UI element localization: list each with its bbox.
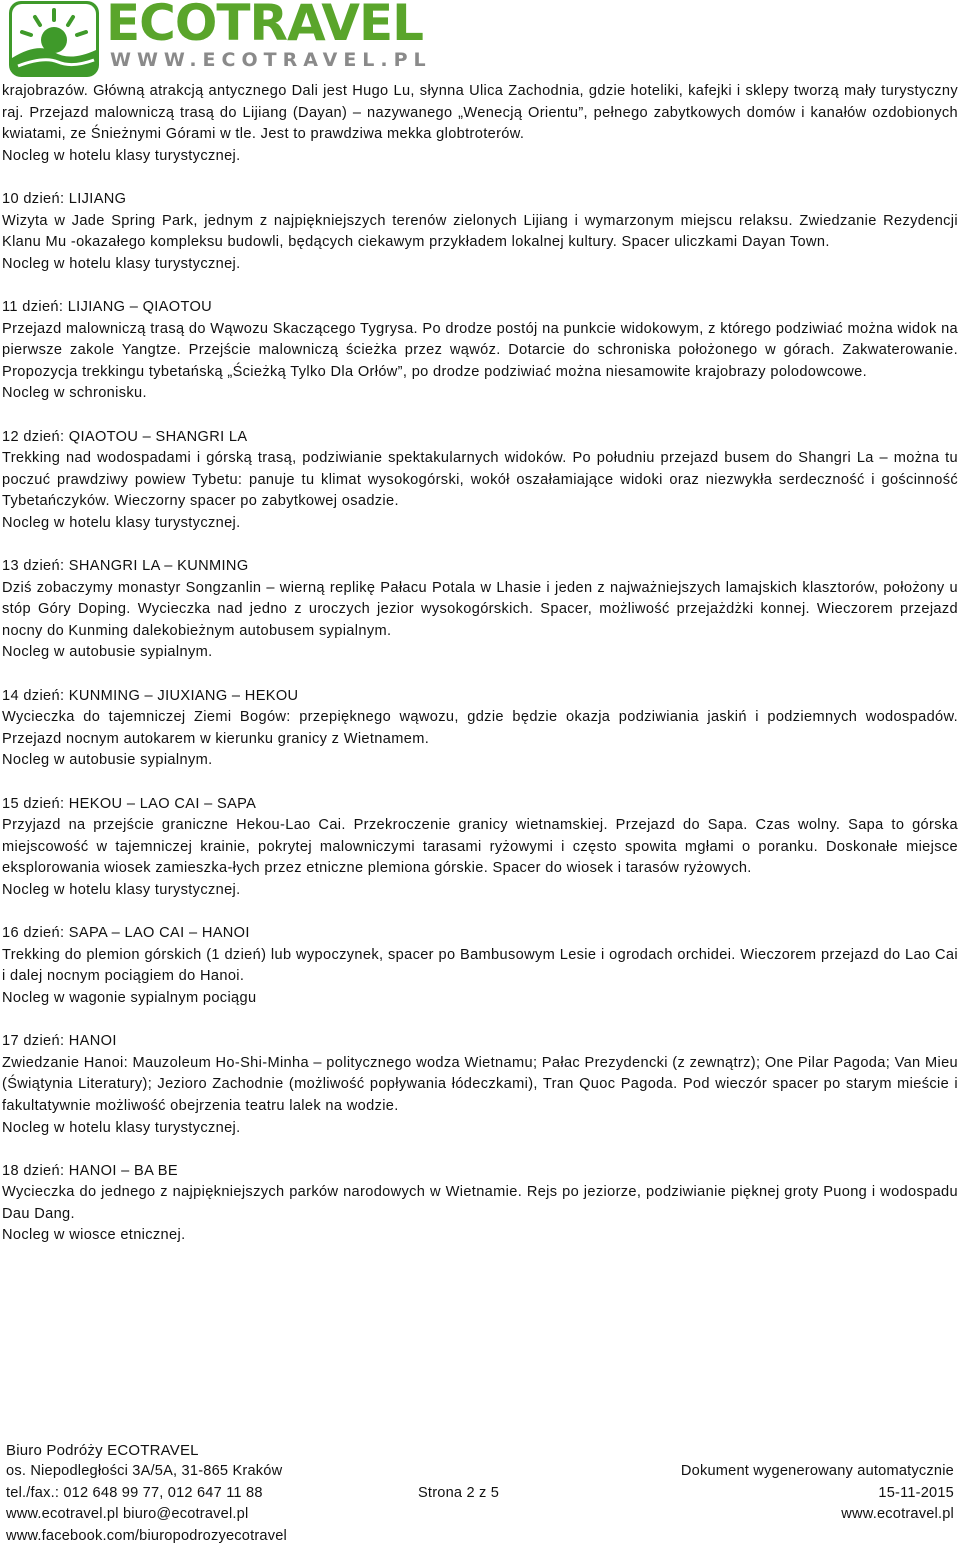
day-stay: Nocleg w hotelu klasy turystycznej. <box>2 1119 241 1136</box>
day-stay: Nocleg w hotelu klasy turystycznej. <box>2 255 241 272</box>
itinerary-content <box>2 81 958 1247</box>
day-description: Przejazd malowniczą trasą do Wąwozu Skaczącego Tygrysa. Po drodze postój na punkcie widokowym, z którego podziwiać można widok na pierwsze zakole Yangtze. Przejście malowniczą ścieżka przez wąwóz. Dotarcie do schroniska położonego w górach. Zakwaterowanie. Propozycja trekkingu tybetańską „Ścieżką Tylko Dla Orłów”, po drodze podziwiać można niesamowite krajobrazy polodowcowe. <box>2 320 958 380</box>
day-title: 14 dzień: KUNMING – JIUXIANG – HEKOU <box>2 687 299 704</box>
day-title: 11 dzień: LIJIANG – QIAOTOU <box>2 298 213 315</box>
footer-address: os. Niepodległości 3A/5A, 31-865 Kraków <box>6 1463 283 1480</box>
day-description: Przyjazd na przejście graniczne Hekou-Lao Cai. Przekroczenie granicy wietnamskiej. Przejazd do Sapa. Czas wolny. Sapa to górska miejscowość w tajemniczej krainie, pokrytej malowniczymi tarasami ryżowymi i często spowita mgłami o poranku. Doskonałe miejsce eksplorowania wiosek zamieszka-łych przez etniczne plemiona górskie. Spacer do wiosek i tarasów ryżowych. <box>2 817 958 877</box>
day-description: Wizyta w Jade Spring Park, jednym z najpiękniejszych terenów zielonych Lijiang i wymarzonym miejscu relaksu. Zwiedzanie Rezydencji Klanu Mu -okazałego kompleksu budowli, będących ciekawym przykładem lokalnej kultury. Spacer uliczkami Dayan Town. <box>2 212 958 251</box>
intro-paragraph: krajobrazów. Główną atrakcją antycznego Dali jest Hugo Lu, słynna Ulica Zachodnia, gdzie hoteliki, kafejki i sklepy tworzą mały turystyczny raj. Przejazd malowniczą trasą do Lijiang (Dayan) – nazywanego „Wenecją Orientu”, pełnego zabytkowych domów i kanałów ozdobionych kwiatami, ze Śnieżnymi Górami w tle. Jest to prawdziwa mekka globtroterów. <box>2 83 958 143</box>
day-title: 13 dzień: SHANGRI LA – KUNMING <box>2 558 249 575</box>
footer-website: www.ecotravel.pl <box>841 1506 954 1523</box>
footer-meta <box>681 1461 954 1525</box>
day-description: Zwiedzanie Hanoi: Mauzoleum Ho-Shi-Minha – politycznego wodza Wietnamu; Pałac Prezydencki (z zewnątrz); One Pilar Pagoda; Van Mieu (Świątynia Literatury); Jezioro Zachodnie (możliwość popływania łódeczkami), Tran Quoc Pagoda. Pod wieczór spacer po starym mieście i fakultatywnie możliwość obejrzenia teatru lalek na wodzie. <box>2 1054 958 1114</box>
day-title: 17 dzień: HANOI <box>2 1033 117 1050</box>
day-description: Wycieczka do jednego z najpiękniejszych parków narodowych w Wietnamie. Rejs po jeziorze, podziwianie pięknej groty Puong i wodospadu Dau Dang. <box>2 1184 958 1222</box>
logo-brand-name: ECOTRAVEL <box>106 0 423 52</box>
intro-stay: Nocleg w hotelu klasy turystycznej. <box>2 147 241 164</box>
day-stay: Nocleg w wagonie sypialnym pociągu <box>2 989 257 1006</box>
day-stay: Nocleg w hotelu klasy turystycznej. <box>2 514 241 531</box>
day-13-section <box>2 556 958 664</box>
day-title: 10 dzień: LIJIANG <box>2 190 127 207</box>
day-stay: Nocleg w schronisku. <box>2 385 147 402</box>
day-title: 12 dzień: QIAOTOU – SHANGRI LA <box>2 428 248 445</box>
footer-date: 15-11-2015 <box>878 1484 954 1501</box>
footer-company-name: Biuro Podróży ECOTRAVEL <box>6 1442 199 1459</box>
day-stay: Nocleg w autobusie sypialnym. <box>2 752 213 769</box>
footer-generated-note: Dokument wygenerowany automatycznie <box>680 1463 954 1480</box>
day-title: 16 dzień: SAPA – LAO CAI – HANOI <box>2 925 250 942</box>
ecotravel-logo <box>8 0 468 80</box>
day-stay: Nocleg w wiosce etnicznej. <box>2 1227 186 1244</box>
day-description: Trekking do plemion górskich (1 dzień) lub wypoczynek, spacer po Bambusowym Lesie i ogrodach orchidei. Wieczorem przejazd do Lao Cai i dalej nocnym pociągiem do Hanoi. <box>2 946 958 985</box>
day-description: Dziś zobaczymy monastyr Songzanlin – wierną replikę Pałacu Potala w Lhasie i jeden z najważniejszych lamajskich klasztorów, położony u stóp Góry Doping. Wycieczka nad jedno z uroczych jezior wysokogórskich. Spacer, możliwość przejażdżki konnej. Wieczorem przejazd nocny do Kunming dalekobieżnym autobusem sypialnym. <box>2 579 958 639</box>
footer-web-email: www.ecotravel.pl biuro@ecotravel.pl <box>6 1506 249 1523</box>
logo-url: WWW.ECOTRAVEL.PL <box>110 49 432 71</box>
day-14-section <box>2 686 958 772</box>
day-description: Trekking nad wodospadami i górską trasą, podziwianie spektakularnych widoków. Po południu przejazd busem do Shangri La – można tu poczuć prawdziwy powiew Tybetu: panuje tu klimat wysokogórski, wokół oszałamiające widoki oraz niezwykła serdeczność i gościnność Tybetańczyków. Wieczorny spacer po zabytkowej osadzie. <box>2 450 958 510</box>
day-10-section <box>2 189 958 275</box>
day-16-section <box>2 923 958 1009</box>
day-18-section <box>2 1161 958 1247</box>
day-11-section <box>2 297 958 405</box>
footer-page-number: Strona 2 z 5 <box>418 1484 500 1501</box>
footer-phone: tel./fax.: 012 648 99 77, 012 647 11 88 <box>6 1484 263 1501</box>
day-stay: Nocleg w hotelu klasy turystycznej. <box>2 881 241 898</box>
day-description: Wycieczka do tajemniczej Ziemi Bogów: przepięknego wąwozu, gdzie będzie okazja podziwiania jaskiń i podziemnych wodospadów. Przejazd nocnym autokarem w kierunku granicy z Wietnamem. <box>2 709 958 747</box>
sun-landscape-logo-icon <box>8 0 100 78</box>
footer-facebook: www.facebook.com/biuropodrozyecotravel <box>6 1527 287 1544</box>
day-15-section <box>2 794 958 902</box>
day-title: 15 dzień: HEKOU – LAO CAI – SAPA <box>2 795 257 812</box>
day-17-section <box>2 1031 958 1139</box>
footer-contact <box>6 1440 366 1547</box>
day-title: 18 dzień: HANOI – BA BE <box>2 1162 178 1179</box>
day-12-section <box>2 427 958 535</box>
day-stay: Nocleg w autobusie sypialnym. <box>2 644 213 661</box>
